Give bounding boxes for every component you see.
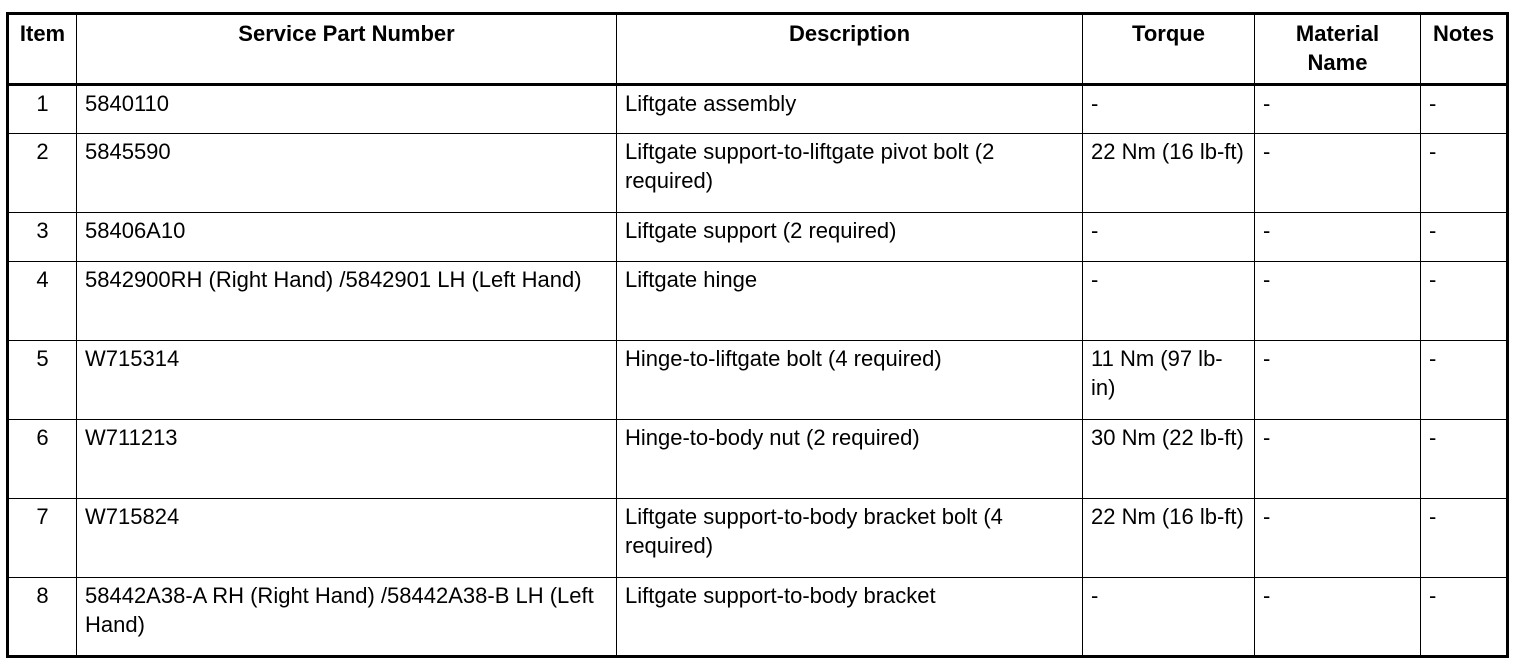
part-number-cell: 5842900RH (Right Hand) /5842901 LH (Left Hand) [77,262,617,341]
part-number-cell: 5845590 [77,134,617,213]
material-cell: - [1255,420,1421,499]
torque-cell: - [1083,213,1255,262]
torque-cell: - [1083,262,1255,341]
item-cell: 3 [8,213,77,262]
part-number-cell: W715824 [77,499,617,578]
description-cell: Liftgate assembly [617,85,1083,134]
material-cell: - [1255,262,1421,341]
torque-cell: 30 Nm (22 lb-ft) [1083,420,1255,499]
description-cell: Hinge-to-body nut (2 required) [617,420,1083,499]
notes-cell: - [1421,262,1508,341]
header-material-name: Material Name [1255,14,1421,85]
item-cell: 6 [8,420,77,499]
item-cell: 2 [8,134,77,213]
header-item: Item [8,14,77,85]
torque-cell: 22 Nm (16 lb-ft) [1083,134,1255,213]
item-cell: 4 [8,262,77,341]
material-cell: - [1255,213,1421,262]
header-row [8,14,1508,85]
material-cell: - [1255,578,1421,657]
description-cell: Liftgate support-to-liftgate pivot bolt (2 required) [617,134,1083,213]
part-number-cell: 58442A38-A RH (Right Hand) /58442A38-B LH (Left Hand) [77,578,617,657]
notes-cell: - [1421,213,1508,262]
torque-cell: - [1083,578,1255,657]
item-cell: 5 [8,341,77,420]
item-cell: 1 [8,85,77,134]
notes-cell: - [1421,85,1508,134]
header-service-part-number: Service Part Number [77,14,617,85]
table-row [8,262,1508,341]
notes-cell: - [1421,134,1508,213]
notes-cell: - [1421,499,1508,578]
table-row [8,213,1508,262]
description-cell: Liftgate support-to-body bracket [617,578,1083,657]
item-cell: 8 [8,578,77,657]
torque-cell: - [1083,85,1255,134]
notes-cell: - [1421,341,1508,420]
description-cell: Liftgate hinge [617,262,1083,341]
material-cell: - [1255,341,1421,420]
table-row [8,420,1508,499]
part-number-cell: 58406A10 [77,213,617,262]
part-number-cell: W711213 [77,420,617,499]
notes-cell: - [1421,578,1508,657]
material-cell: - [1255,134,1421,213]
torque-cell: 11 Nm (97 lb-in) [1083,341,1255,420]
header-torque: Torque [1083,14,1255,85]
header-description: Description [617,14,1083,85]
part-number-cell: W715314 [77,341,617,420]
material-cell: - [1255,85,1421,134]
table-row [8,341,1508,420]
table-row [8,499,1508,578]
description-cell: Liftgate support (2 required) [617,213,1083,262]
header-notes: Notes [1421,14,1508,85]
table-row [8,85,1508,134]
table-row [8,578,1508,657]
description-cell: Hinge-to-liftgate bolt (4 required) [617,341,1083,420]
item-cell: 7 [8,499,77,578]
notes-cell: - [1421,420,1508,499]
part-number-cell: 5840110 [77,85,617,134]
torque-cell: 22 Nm (16 lb-ft) [1083,499,1255,578]
material-cell: - [1255,499,1421,578]
parts-table [6,12,1509,658]
table-row [8,134,1508,213]
description-cell: Liftgate support-to-body bracket bolt (4 required) [617,499,1083,578]
